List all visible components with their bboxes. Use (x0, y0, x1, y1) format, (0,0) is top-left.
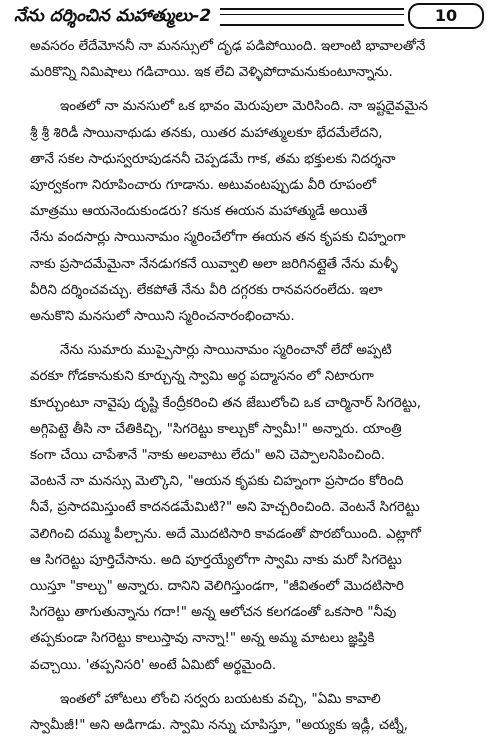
text-line: మరికొన్ని నిమిషాలు గడిచాయి. ఇక లేచి వెళ్ళిపోదామనుకుంటూన్నాను. (30, 65, 393, 81)
paragraph-gap (30, 679, 478, 687)
text-line: నీవే, ప్రసాదమిస్తుంటే కాదనడమేమిటి?" అని హెచ్చరించింది. వెంటనే సిగరెట్టు (30, 500, 420, 516)
text-line: వచ్చాయి. 'తప్పనిసరి' అంటే ఏమిటో అర్థమైంది. (30, 657, 277, 673)
paragraph (30, 338, 478, 679)
text-line: నేను వందసార్లు సాయినామం స్మరించేలోగా ఈయన తన కృపకు చిహ్నంగా (30, 230, 406, 246)
text-line: నాకు ప్రసాదమేమైనా నేనడుగకనే యివ్వాలి అలా జరిగినట్లైతే నేను మళ్ళీ (30, 256, 398, 272)
book-title: నేను దర్శించిన మహాత్ములు-2 (14, 6, 212, 26)
text-line: యిస్తూ "కాల్చు" అన్నారు. దానిని వెలిగిస్తుండగా, "జీవితంలో మొదటిసారి (30, 579, 404, 595)
text-line: మాత్రము ఆయనెందుకుండరు? కనుక ఈయన మహాత్ముడే అయితే (30, 204, 368, 220)
text-line: స్వామీజీ!" అని అడిగాడు. స్వామి నన్ను చూపిస్తూ, "అయ్యకు ఇడ్లీ, చట్నీ, (30, 718, 409, 734)
text-line: అనుకొని మనసులో సాయిని స్మరించనారంభించాను. (30, 309, 295, 325)
text-line: ఇంతలో హోటలు లోంచి సర్వరు బయటకు వచ్చి, "ఏమి కావాలి (60, 691, 381, 707)
text-line: పూర్వకంగా నిరూపించారు గూడాను. అటువంటప్పుడు వీరి రూపంలో (30, 178, 377, 194)
paragraph-gap (30, 86, 478, 94)
header-rule (220, 8, 404, 26)
text-line: శ్రీ శ్రీ శిరిడీ సాయినాథుడు తనకు, యితర మహాత్ములకూ భేదమేలేదని, (30, 125, 383, 141)
text-line: సిగరెట్టు తాగుతున్నాను గదా!" అన్న ఆలోచన కలగడంతో ఒకసారి "నీవు (30, 605, 397, 621)
text-line: కూర్చుంటూ నావైపు దృష్టి కేంద్రీకరించి తన జేబులోంచి ఒక చార్మినార్ సిగరెట్టు, (30, 395, 422, 411)
page-header (12, 3, 484, 31)
text-line: వెలిగించి దమ్ము పీల్చాను. అదే మొదటిసారి కావడంతో పొరబోయింది. ఎట్లాగో (30, 526, 421, 542)
text-line: తానే సకల సాధుస్వరూపుడననీ చెప్పడమే గాక, తమ భక్తులకు నిదర్శనా (30, 151, 396, 167)
text-line: వీరిని దర్శించవచ్చు. లేకపోతే నేను వీరి దగ్గరకు రానవసరంలేదు. ఇలా (30, 282, 383, 298)
text-line: అగ్గిపెట్టె తీసి నా చేతికిచ్చి, "సిగరెట్టు కాల్చుకో స్వామీ!" అన్నారు. యాంత్రి (30, 421, 402, 437)
paragraph (30, 687, 478, 739)
body-text (30, 34, 478, 739)
paragraph (30, 34, 478, 86)
page-number: 10 (408, 3, 484, 29)
text-line: వరకూ గోడకానుకుని కూర్చున్న స్వామి అర్థ పద్మాసనం లో నిటారుగా (30, 369, 374, 385)
text-line: వెంటనే నా మనస్సు మెల్కొని, "ఆయన కృపకు చిహ్నంగా ప్రసాదం కోరింది (30, 474, 404, 490)
text-line: ఇంతలో నా మనసులో ఒక భావం మెరుపులా మెరిసింది. నా ఇష్టదైవమైన (60, 99, 428, 115)
text-line: ఆ సిగరెట్టు పూర్తిచేసాను. అది పూర్తయ్యేలోగా స్వామి నాకు మరో సిగరెట్టు (30, 552, 402, 568)
paragraph (30, 94, 478, 330)
text-line: కంగా చేయి చాపేశానే "నాకు అలవాటు లేదు" అని చెప్పాలనిపించింది. (30, 448, 385, 464)
text-line: అవసరం లేదేమోననీ నా మనస్సులో దృఢ పడిపోయింది. ఇలాంటి భావాలతోనే (30, 39, 426, 54)
text-line: నేను సుమారు ముప్పైసార్లు సాయినామం స్మరించానో లేదో అప్పటి (60, 343, 392, 359)
text-line: తప్పకుండా సిగరెట్టు కాలుస్తావు నాన్నా!" అన్న అమ్మ మాటలు జ్ఞప్తికి (30, 631, 375, 647)
paragraph-gap (30, 330, 478, 338)
